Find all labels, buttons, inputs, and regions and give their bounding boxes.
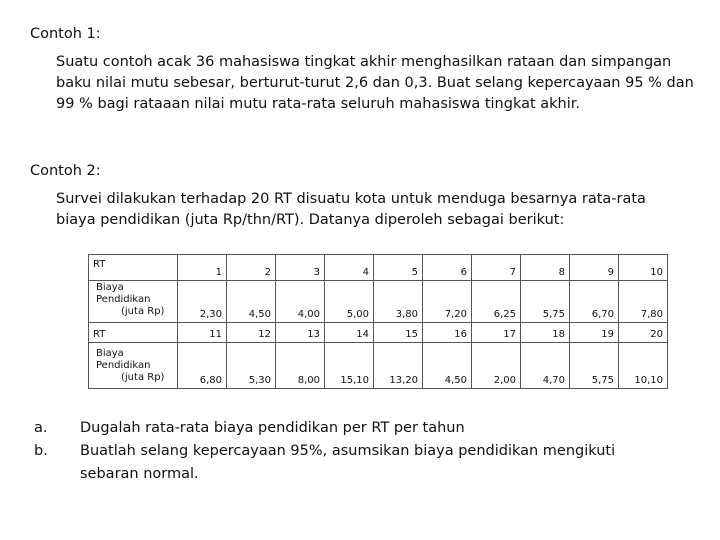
table-cell: 5,75 (521, 281, 570, 323)
table-cell: 7,80 (619, 281, 668, 323)
table-cell: 8 (521, 255, 570, 281)
table-cell: 20 (619, 323, 668, 343)
table-cell: 12 (227, 323, 276, 343)
table-cell: 4,50 (227, 281, 276, 323)
table-cell: 10 (619, 255, 668, 281)
question-list (34, 417, 640, 486)
biaya-label-line2: (juta Rp) (121, 372, 165, 383)
rt-label: RT (89, 323, 178, 343)
list-item (34, 417, 640, 440)
table-cell: 7,20 (423, 281, 472, 323)
example-1-heading: Contoh 1: (30, 26, 101, 42)
table-cell: 15,10 (325, 343, 374, 389)
table-cell: 11 (178, 323, 227, 343)
table-cell: 19 (570, 323, 619, 343)
biaya-row-1 (89, 281, 668, 323)
table-cell: 6,70 (570, 281, 619, 323)
table-cell: 6,25 (472, 281, 521, 323)
table-cell: 4,50 (423, 343, 472, 389)
table-cell: 7 (472, 255, 521, 281)
biaya-label-line1: Biaya Pendidikan (96, 348, 151, 371)
biaya-row-2 (89, 343, 668, 389)
table-cell: 2,30 (178, 281, 227, 323)
biaya-label-line2: (juta Rp) (121, 306, 165, 317)
table-cell: 1 (178, 255, 227, 281)
table-cell: 5,00 (325, 281, 374, 323)
table-cell: 2,00 (472, 343, 521, 389)
rt-row-2 (89, 323, 668, 343)
table-cell: 3 (276, 255, 325, 281)
example-2-heading: Contoh 2: (30, 163, 101, 179)
rt-row-1 (89, 255, 668, 281)
table-cell: 4,00 (276, 281, 325, 323)
table-cell: 4 (325, 255, 374, 281)
table-cell: 10,10 (619, 343, 668, 389)
table-cell: 4,70 (521, 343, 570, 389)
table-cell: 8,00 (276, 343, 325, 389)
question-text: Dugalah rata-rata biaya pendidikan per RT per tahun (80, 420, 465, 436)
biaya-label (89, 343, 178, 389)
rt-label: RT (89, 255, 178, 281)
table-cell: 14 (325, 323, 374, 343)
table-cell: 6 (423, 255, 472, 281)
example-1-text: Suatu contoh acak 36 mahasiswa tingkat akhir menghasilkan rataan dan simpangan baku nilai mutu sebesar, berturut-turut 2,6 dan 0,3. Buat selang kepercayaan 95 % dan 99 % bagi rataaan nilai mutu rata-rata seluruh mahasiswa tingkat akhir. (56, 54, 694, 112)
table-cell: 5,30 (227, 343, 276, 389)
table-cell: 2 (227, 255, 276, 281)
list-item (34, 440, 640, 486)
list-marker: a. (34, 420, 48, 436)
biaya-label (89, 281, 178, 323)
table-cell: 3,80 (374, 281, 423, 323)
table-cell: 5 (374, 255, 423, 281)
example-2-text: Survei dilakukan terhadap 20 RT disuatu kota untuk menduga besarnya rata-rata biaya pendidikan (juta Rp/thn/RT). Datanya diperoleh sebagai berikut: (56, 191, 646, 228)
cost-data-table (88, 254, 668, 389)
table-cell: 18 (521, 323, 570, 343)
table-cell: 16 (423, 323, 472, 343)
table-cell: 13 (276, 323, 325, 343)
list-marker: b. (34, 443, 48, 459)
table-cell: 15 (374, 323, 423, 343)
biaya-label-line1: Biaya Pendidikan (96, 282, 151, 305)
table-cell: 17 (472, 323, 521, 343)
table-cell: 9 (570, 255, 619, 281)
table-cell: 13,20 (374, 343, 423, 389)
table-cell: 5,75 (570, 343, 619, 389)
table-cell: 6,80 (178, 343, 227, 389)
question-text: Buatlah selang kepercayaan 95%, asumsikan biaya pendidikan mengikuti sebaran normal. (80, 443, 616, 482)
